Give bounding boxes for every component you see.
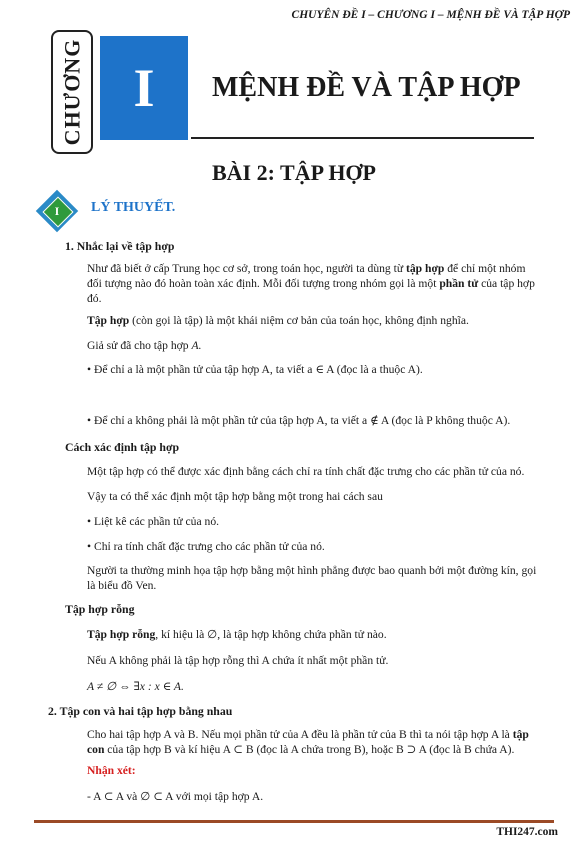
section-title: LÝ THUYẾT. — [91, 200, 176, 215]
footer-site: THI247.com — [496, 826, 558, 838]
paragraph-intro: Như đã biết ở cấp Trung học cơ sở, trong toán học, người ta dùng từ tập hợp để chỉ một nhóm đối tượng nào đó hoàn toàn xác định. Mỗi đối tượng trong nhóm gọi là một phần tử của tập hợp đó. — [87, 262, 535, 305]
heading-empty-set: Tập hợp rỗng — [65, 602, 135, 616]
paragraph-determine: Một tập hợp có thể được xác định bằng cách chỉ ra tính chất đặc trưng cho các phần tử của nó. — [87, 465, 525, 478]
bullet-element-of: • Để chỉ a là một phần tử của tập hợp A, ta viết a ∈ A (đọc là a thuộc A). — [87, 363, 423, 376]
chapter-label-box — [51, 30, 93, 154]
footer-divider — [34, 820, 554, 823]
paragraph-nonempty: Nếu A không phải là tập hợp rỗng thì A chứa ít nhất một phần tử. — [87, 654, 389, 667]
section-badge-label: I — [54, 203, 60, 218]
paragraph-given-set: Giả sử đã cho tập hợp A. — [87, 339, 202, 352]
paragraph-note: - A ⊂ A và ∅ ⊂ A với mọi tập hợp A. — [87, 790, 264, 803]
heading-determine-set: Cách xác định tập hợp — [65, 440, 180, 454]
section-badge-icon — [36, 190, 78, 232]
heading-subsets: 2. Tập con và hai tập hợp bằng nhau — [48, 704, 233, 718]
heading-recall-sets: 1. Nhắc lại về tập hợp — [65, 239, 175, 253]
paragraph-subset-def: Cho hai tập hợp A và B. Nếu mọi phần tử của A đều là phần tử của B thì ta nói tập hợp A là tập con của tập hợp B và kí hiệu A ⊂ B (đọc là A chứa trong B), hoặc B ⊃ A (đọc là B chứa A). — [87, 728, 529, 756]
paragraph-definition: Tập hợp (còn gọi là tập) là một khái niệm cơ bản của toán học, không định nghĩa. — [87, 314, 469, 327]
paragraph-two-ways: Vậy ta có thể xác định một tập hợp bằng một trong hai cách sau — [87, 490, 383, 503]
chapter-title: MỆNH ĐỀ VÀ TẬP HỢP — [212, 72, 521, 103]
bullet-characteristic: • Chỉ ra tính chất đặc trưng cho các phần tử của nó. — [87, 540, 325, 553]
running-header: CHUYÊN ĐỀ I – CHƯƠNG I – MỆNH ĐỀ VÀ TẬP HỢP — [291, 9, 570, 21]
formula-nonempty: A ≠ ∅ ⇔ ∃x : x ∈ A. — [87, 680, 184, 693]
chapter-divider — [191, 137, 534, 139]
paragraph-empty-set: Tập hợp rỗng, kí hiệu là ∅, là tập hợp không chứa phần tử nào. — [87, 628, 387, 641]
chapter-number: I — [100, 36, 188, 140]
note-label: Nhận xét: — [87, 764, 136, 777]
paragraph-venn: Người ta thường minh họa tập hợp bằng một hình phẳng được bao quanh bởi một đường kín, gọi là biểu đồ Ven. — [87, 564, 537, 592]
bullet-list-elements: • Liệt kê các phần tử của nó. — [87, 515, 220, 528]
chapter-label: CHƯƠNG — [59, 38, 84, 146]
lesson-title: BÀI 2: TẬP HỢP — [211, 160, 376, 185]
bullet-not-element-of: • Để chỉ a không phải là một phần tử của tập hợp A, ta viết a ∉ A (đọc là P không thuộc A). — [87, 414, 511, 427]
